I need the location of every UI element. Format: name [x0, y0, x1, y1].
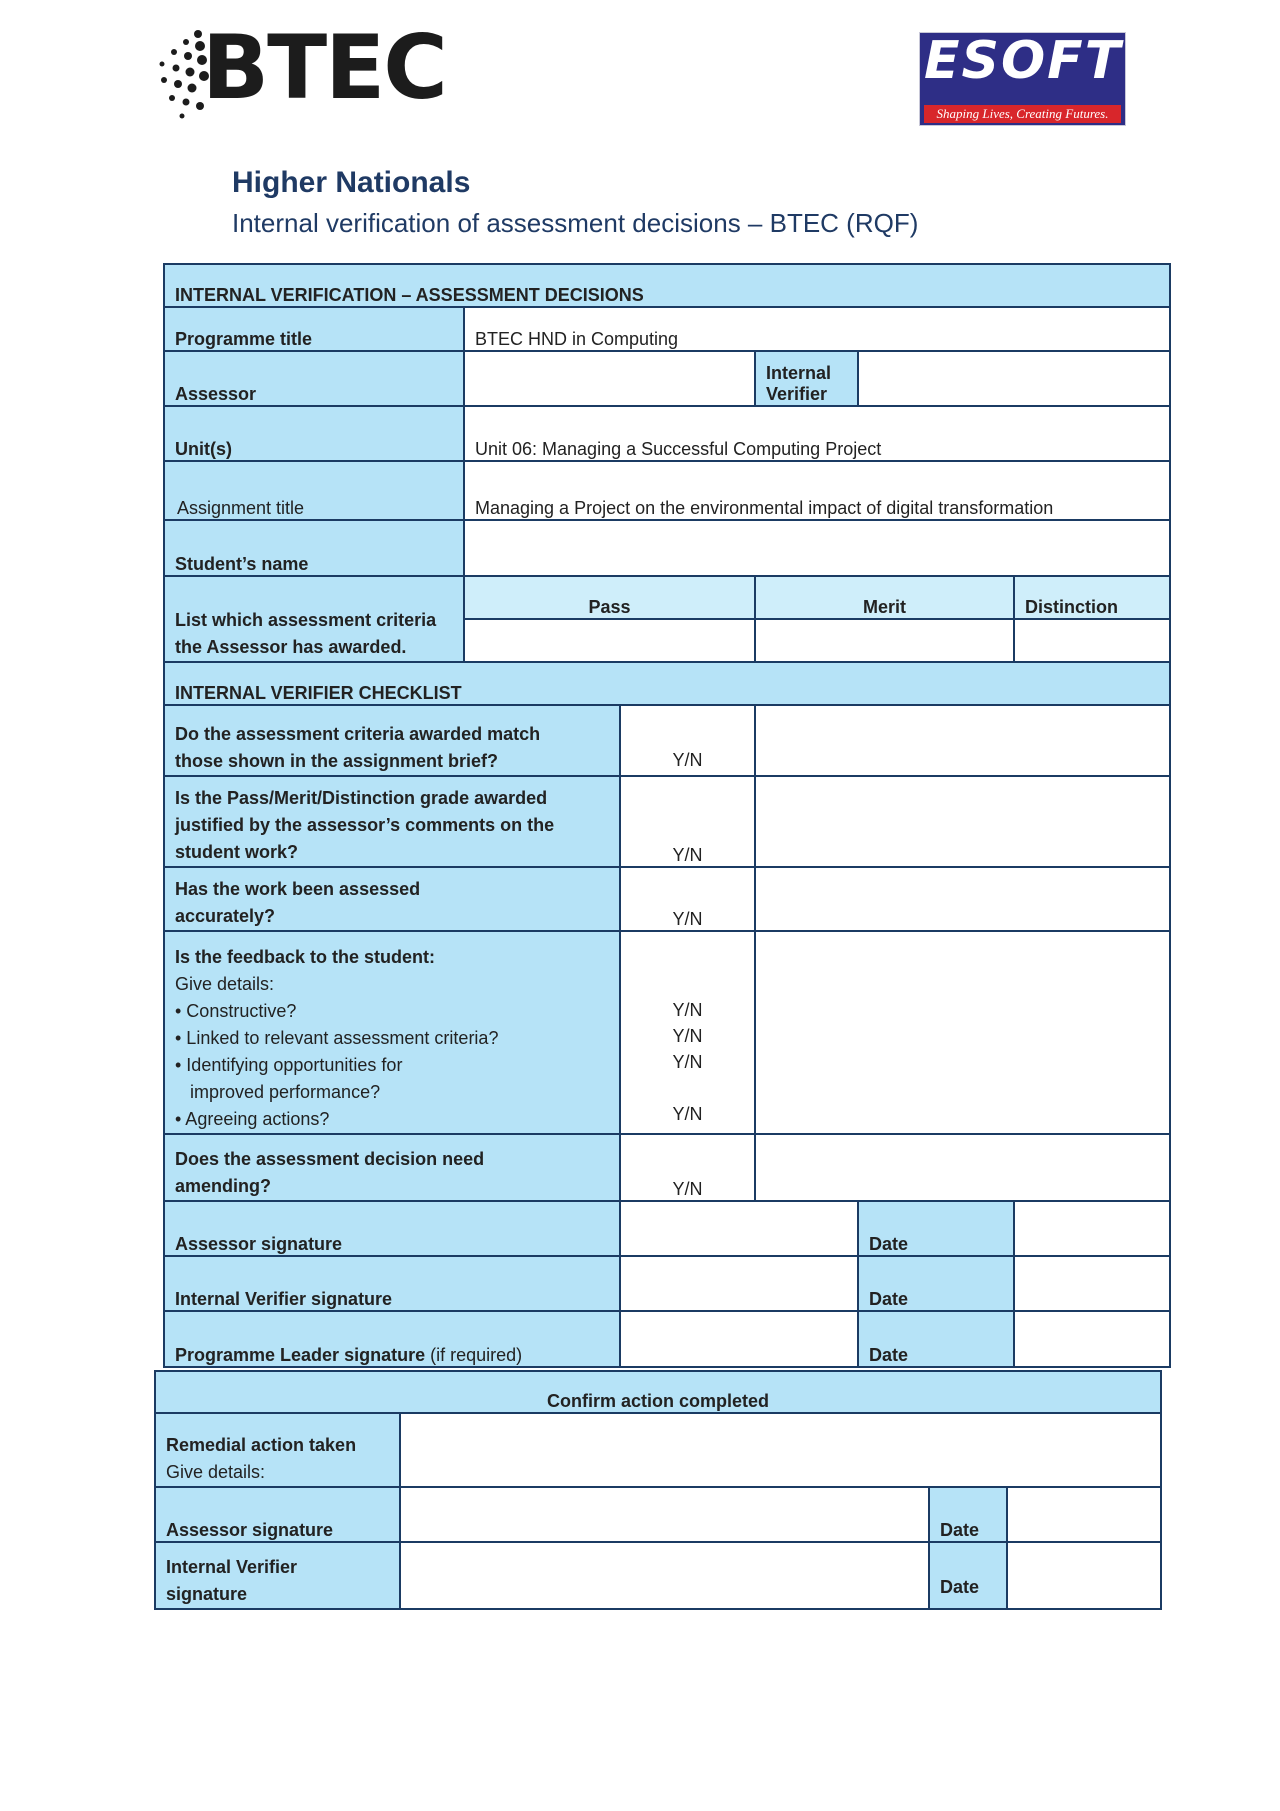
checklist-q3	[164, 867, 620, 931]
q4-item-constructive: • Constructive?	[175, 1001, 297, 1021]
assignment-title-label: Assignment title	[164, 461, 464, 520]
q2-line-2: justified by the assessor’s comments on the	[175, 815, 555, 835]
q4-item-linked: • Linked to relevant assessment criteria?	[175, 1028, 499, 1048]
assessor-date-field[interactable]	[1014, 1201, 1170, 1256]
student-name-label: Student’s name	[164, 520, 464, 576]
q5-comment[interactable]	[755, 1134, 1170, 1201]
assignment-title-value[interactable]: Managing a Project on the environmental impact of digital transformation	[464, 461, 1170, 520]
assessor-value[interactable]	[464, 351, 755, 406]
assessor-signature-label: Assessor signature	[164, 1201, 620, 1256]
grade-pass-header: Pass	[464, 576, 755, 619]
criteria-label-line-1: List which assessment criteria	[175, 610, 437, 630]
confirm-table	[154, 1370, 1162, 1610]
q4-yn-spacer	[631, 1075, 744, 1101]
leader-signature-label	[164, 1311, 620, 1367]
q4-title: Is the feedback to the student:	[175, 947, 436, 967]
grade-merit-value[interactable]	[755, 619, 1014, 662]
assessor-date-label: Date	[858, 1201, 1014, 1256]
units-label: Unit(s)	[164, 406, 464, 461]
esoft-logo	[919, 32, 1126, 126]
leader-date-field[interactable]	[1014, 1311, 1170, 1367]
q3-line-1: Has the work been assessed	[175, 879, 421, 899]
student-name-value[interactable]	[464, 520, 1170, 576]
q1-comment[interactable]	[755, 705, 1170, 776]
confirm-assessor-field[interactable]	[400, 1487, 929, 1542]
programme-title-value[interactable]: BTEC HND in Computing	[464, 307, 1170, 351]
q5-yn[interactable]: Y/N	[620, 1134, 755, 1201]
remedial-field[interactable]	[400, 1413, 1161, 1487]
iv-date-field[interactable]	[1014, 1256, 1170, 1311]
q3-yn[interactable]: Y/N	[620, 867, 755, 931]
leader-signature-text: Programme Leader signature	[175, 1345, 426, 1365]
iv-date-label: Date	[858, 1256, 1014, 1311]
q4-yn-group	[620, 931, 755, 1134]
checklist-q1	[164, 705, 620, 776]
grade-distinction-header: Distinction	[1014, 576, 1170, 619]
esoft-tagline: Shaping Lives, Creating Futures.	[924, 105, 1121, 123]
q4-comment[interactable]	[755, 931, 1170, 1134]
assessor-label: Assessor	[164, 351, 464, 406]
checklist-title: INTERNAL VERIFIER CHECKLIST	[164, 662, 1170, 705]
confirm-assessor-date-field[interactable]	[1007, 1487, 1161, 1542]
page-subtitle: Internal verification of assessment decisions – BTEC (RQF)	[232, 208, 919, 238]
units-value[interactable]: Unit 06: Managing a Successful Computing Project	[464, 406, 1170, 461]
iv-section-title: INTERNAL VERIFICATION – ASSESSMENT DECISIONS	[164, 264, 1170, 307]
remedial-label	[155, 1413, 400, 1487]
confirm-title: Confirm action completed	[155, 1371, 1161, 1413]
confirm-iv-label	[155, 1542, 400, 1609]
criteria-label	[164, 576, 464, 662]
q2-line-3: student work?	[175, 842, 299, 862]
q4-give-details: Give details:	[175, 974, 275, 994]
q3-line-2: accurately?	[175, 906, 276, 926]
grade-merit-header: Merit	[755, 576, 1014, 619]
q2-yn[interactable]: Y/N	[620, 776, 755, 867]
confirm-iv-line-1: Internal Verifier	[166, 1557, 298, 1577]
confirm-iv-line-2: signature	[166, 1584, 248, 1604]
leader-signature-field[interactable]	[620, 1311, 858, 1367]
confirm-assessor-date-label: Date	[929, 1487, 1007, 1542]
q1-line-1: Do the assessment criteria awarded match	[175, 724, 541, 744]
leader-signature-note: (if required)	[430, 1345, 523, 1365]
iv-signature-label: Internal Verifier signature	[164, 1256, 620, 1311]
confirm-iv-date-label: Date	[929, 1542, 1007, 1609]
criteria-label-line-2: the Assessor has awarded.	[175, 637, 407, 657]
q2-comment[interactable]	[755, 776, 1170, 867]
btec-wordmark: BTEC	[202, 16, 446, 119]
q2-line-1: Is the Pass/Merit/Distinction grade awarded	[175, 788, 548, 808]
remedial-title: Remedial action taken	[166, 1435, 357, 1455]
q1-line-2: those shown in the assignment brief?	[175, 751, 499, 771]
confirm-iv-field[interactable]	[400, 1542, 929, 1609]
q4-yn-opportunities[interactable]: Y/N	[672, 1052, 703, 1072]
esoft-wordmark: ESOFT	[924, 31, 1123, 91]
confirm-assessor-label: Assessor signature	[155, 1487, 400, 1542]
checklist-q5	[164, 1134, 620, 1201]
iv-signature-field[interactable]	[620, 1256, 858, 1311]
grade-pass-value[interactable]	[464, 619, 755, 662]
internal-verifier-label: Internal Verifier	[755, 351, 858, 406]
q3-comment[interactable]	[755, 867, 1170, 931]
q5-line-2: amending?	[175, 1176, 272, 1196]
q4-yn-linked[interactable]: Y/N	[672, 1026, 703, 1046]
q4-yn-constructive[interactable]: Y/N	[672, 1000, 703, 1020]
checklist-q2	[164, 776, 620, 867]
assessor-signature-field[interactable]	[620, 1201, 858, 1256]
q4-item-agreeing: • Agreeing actions?	[175, 1109, 330, 1129]
q1-yn[interactable]: Y/N	[620, 705, 755, 776]
programme-title-label: Programme title	[164, 307, 464, 351]
internal-verifier-value[interactable]	[858, 351, 1170, 406]
iv-table	[163, 263, 1171, 1368]
q4-item-opportunities: • Identifying opportunities for	[175, 1055, 403, 1075]
grade-distinction-value[interactable]	[1014, 619, 1170, 662]
confirm-iv-date-field[interactable]	[1007, 1542, 1161, 1609]
q4-item-opportunities-cont: improved performance?	[175, 1082, 381, 1102]
q4-yn-agreeing[interactable]: Y/N	[672, 1104, 703, 1124]
checklist-q4	[164, 931, 620, 1134]
btec-logo	[152, 16, 446, 124]
page-title: Higher Nationals	[232, 166, 471, 199]
q5-line-1: Does the assessment decision need	[175, 1149, 485, 1169]
leader-date-label: Date	[858, 1311, 1014, 1367]
remedial-give-details: Give details:	[166, 1462, 266, 1482]
